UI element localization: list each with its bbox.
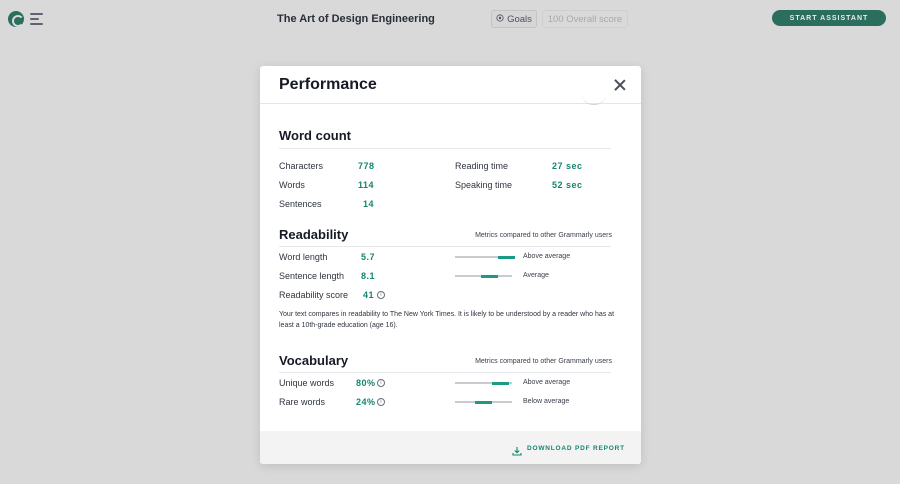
modal-header	[260, 66, 641, 104]
document-title: The Art of Design Engineering	[277, 13, 435, 25]
info-icon[interactable]: i	[377, 291, 385, 299]
download-pdf-report-button[interactable]	[512, 442, 625, 454]
words-value: 114	[358, 180, 375, 190]
characters-value: 778	[358, 161, 375, 171]
rare-words-rating: Below average	[523, 398, 570, 405]
words-label: Words	[279, 180, 305, 190]
reading-time-value: 27 sec	[552, 161, 583, 171]
unique-words-bar-fill	[492, 382, 509, 385]
info-icon[interactable]: i	[377, 379, 385, 387]
sentences-value: 14	[363, 199, 375, 209]
speaking-time-value: 52 sec	[552, 180, 583, 190]
readability-description: Your text compares in readability to The New York Times. It is likely to be understood by a reader who has at least a 10th-grade education (age 16).	[279, 311, 615, 329]
unique-words-bar	[455, 382, 512, 384]
top-bar	[0, 0, 900, 38]
readability-title: Readability	[279, 227, 349, 242]
divider	[279, 372, 611, 373]
word-length-label: Word length	[279, 252, 328, 262]
word-length-rating: Above average	[523, 253, 571, 260]
goals-target-icon	[496, 14, 504, 25]
unique-words-rating: Above average	[523, 379, 571, 386]
download-icon	[512, 443, 522, 453]
scroll-indicator	[582, 94, 606, 105]
vocabulary-metrics-note: Metrics compared to other Grammarly users	[475, 358, 612, 365]
speaking-time-label: Speaking time	[455, 180, 513, 190]
word-length-bar-fill	[498, 256, 515, 259]
sentence-length-rating: Average	[523, 272, 549, 279]
reading-time-label: Reading time	[455, 161, 509, 171]
performance-modal	[260, 66, 641, 464]
rare-words-label: Rare words	[279, 397, 326, 407]
rare-words-bar	[455, 401, 512, 403]
goals-button[interactable]	[491, 10, 537, 28]
word-length-bar	[455, 256, 512, 258]
overall-score-button[interactable]: 100 Overall score	[542, 10, 628, 28]
info-icon[interactable]: i	[377, 398, 385, 406]
divider	[279, 148, 611, 149]
sentence-length-label: Sentence length	[279, 271, 345, 281]
readability-score-value: 41	[363, 290, 375, 300]
download-label: DOWNLOAD PDF REPORT	[527, 444, 625, 452]
close-icon[interactable]	[614, 79, 626, 91]
menu-icon[interactable]	[30, 13, 43, 24]
divider	[279, 246, 611, 247]
unique-words-label: Unique words	[279, 378, 335, 388]
sentence-length-value: 8.1	[361, 271, 376, 281]
sentence-length-bar-fill	[481, 275, 498, 278]
modal-title: Performance	[279, 76, 377, 93]
characters-label: Characters	[279, 161, 324, 171]
start-assistant-button[interactable]: START ASSISTANT	[772, 10, 886, 26]
rare-words-value: 24%	[356, 397, 376, 407]
readability-score-label: Readability score	[279, 290, 349, 300]
modal-footer	[260, 431, 641, 464]
grammarly-logo-icon[interactable]	[8, 11, 24, 27]
word-length-value: 5.7	[361, 252, 376, 262]
goals-label: Goals	[507, 13, 532, 25]
unique-words-value: 80%	[356, 378, 376, 388]
word-count-title: Word count	[279, 128, 351, 143]
sentences-label: Sentences	[279, 199, 322, 209]
rare-words-bar-fill	[475, 401, 492, 404]
sentence-length-bar	[455, 275, 512, 277]
vocabulary-title: Vocabulary	[279, 353, 349, 368]
readability-metrics-note: Metrics compared to other Grammarly users	[475, 232, 612, 239]
